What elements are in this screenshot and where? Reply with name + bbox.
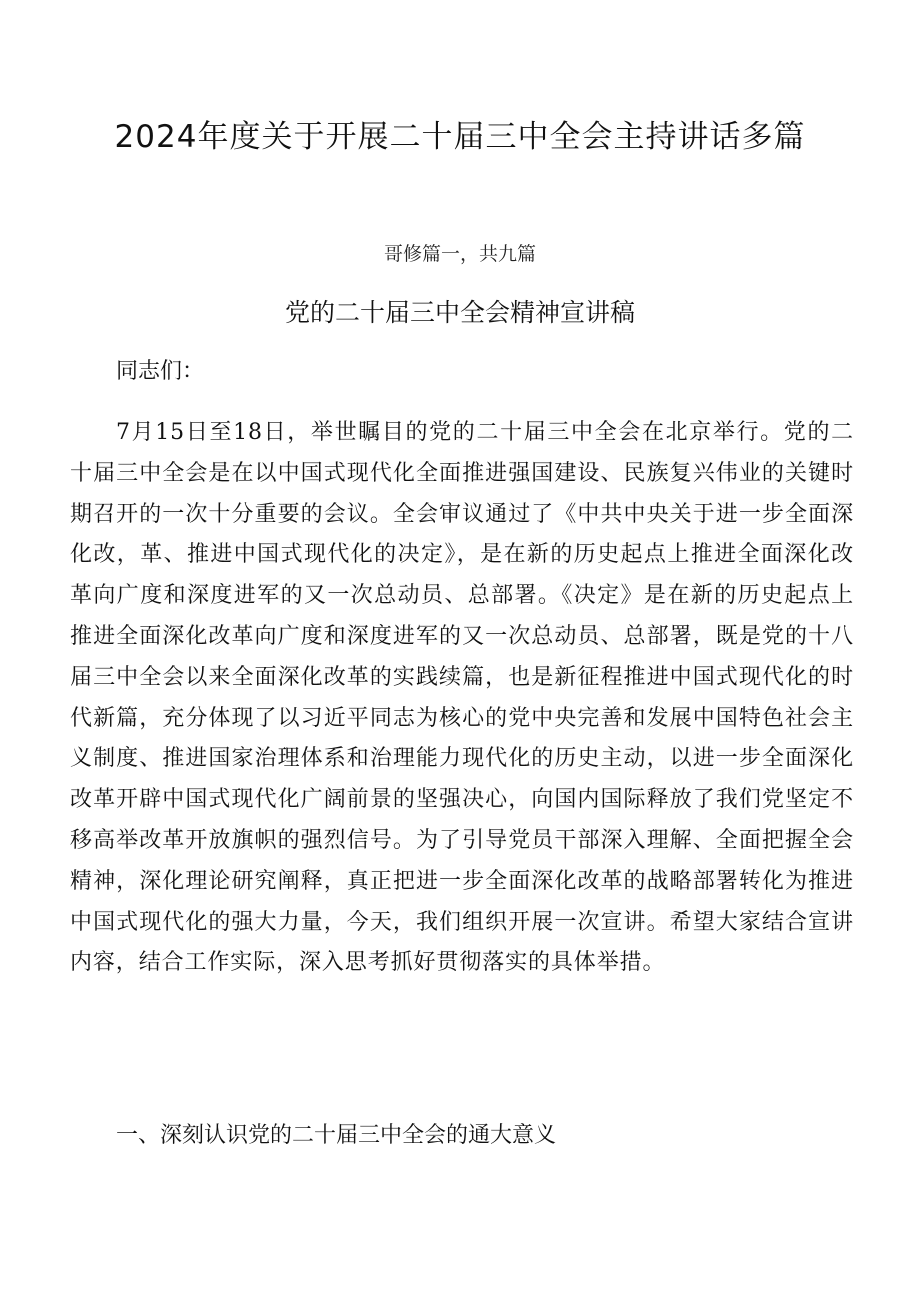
- salutation: 同志们：: [116, 359, 205, 384]
- section-heading-one: 一、深刻认识党的二十届三中全会的通大意义: [116, 1123, 557, 1148]
- body-paragraph: 7月15日至18日，举世瞩目的党的二十届三中全会在北京举行。党的二十届三中全会是在以中国式现代化全面推进强国建设、民族复兴伟业的关键时期召开的一次十分重要的会议。全会审议通过了《中共中央关于进一步全面深化改，革、推进中国式现代化的决定》，是在新的历史起点上推进全面深化改革向广度和深度进军的又一次总动员、总部署。《决定》是在新的历史起点上推进全面深化改革向广度和深度进军的又一次总动员、总部署，既是党的十八届三中全会以来全面深化改革的实践续篇，也是新征程推进中国式现代化的时代新篇，充分体现了以习近平同志为核心的党中央完善和发展中国特色社会主义制度、推进国家治理体系和治理能力现代化的历史主动，以进一步全面深化改革开辟中国式现代化广阔前景的坚强决心，向国内国际释放了我们党坚定不移高举改革开放旗帜的强烈信号。为了引导党员干部深入理解、全面把握全会精神，深化理论研究阐释，真正把进一步全面深化改革的战略部署转化为推进中国式现代化的强大力量，今天，我们组织开展一次宣讲。希望大家结合宣讲内容，结合工作实际，深入思考抓好贯彻落实的具体举措。: [70, 420, 854, 976]
- document-subtitle: 哥修篇一，共九篇: [383, 243, 536, 265]
- document-title: 2024年度关于开展二十届三中全会主持讲话多篇: [114, 119, 806, 155]
- speech-title: 党的二十届三中全会精神宣讲稿: [284, 298, 635, 327]
